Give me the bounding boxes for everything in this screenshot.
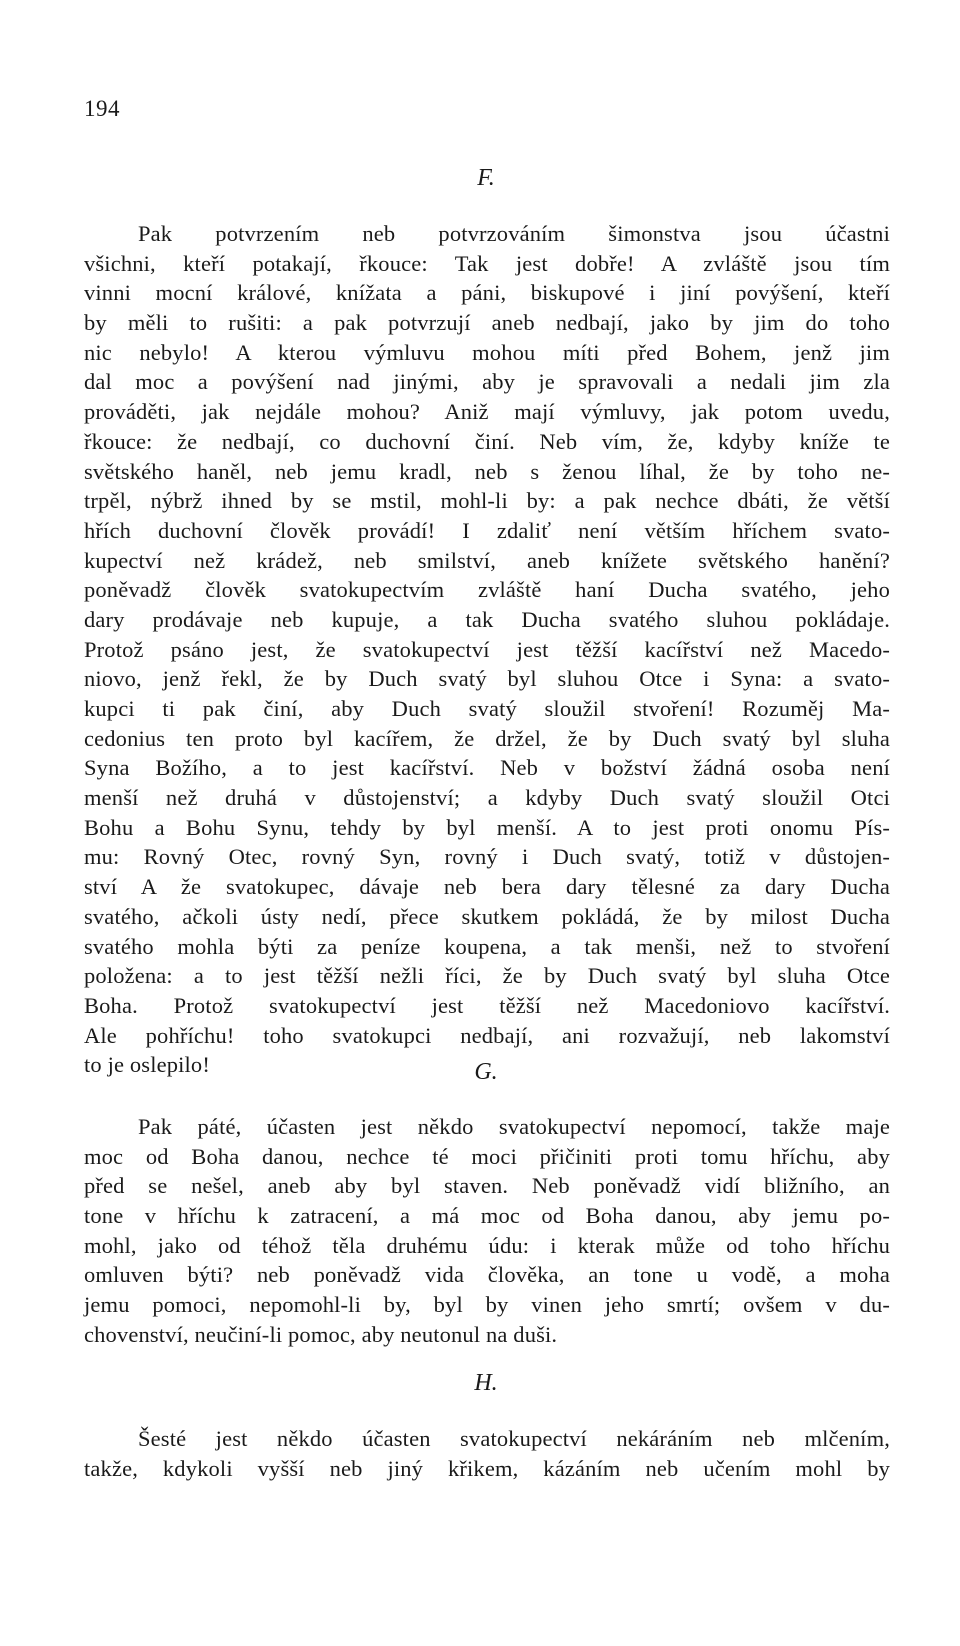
text-line: položena: a to jest těžší nežli říci, že by Duch svatý byl sluha Otce: [84, 963, 890, 989]
text-line: takže, kdykoli vyšší neb jiný křikem, kázáním neb učením mohl by: [84, 1455, 890, 1481]
text-line: poněvadž člověk svatokupectvím zvláště haní Ducha svatého, jeho: [84, 577, 890, 603]
section-heading-h: H.: [474, 1370, 498, 1396]
text-line: trpěl, nýbrž ihned by se mstil, mohl-li by: a pak nechce dbáti, že větší: [84, 488, 890, 514]
text-line: svatého mohla býti za peníze koupena, a tak menši, než to stvoření: [84, 933, 890, 959]
text-line: ství A že svatokupec, dávaje neb bera dary tělesné za dary Ducha: [84, 874, 890, 900]
text-line: jemu pomoci, nepomohl-li by, byl by vinen jeho smrtí; ovšem v du-: [84, 1292, 890, 1318]
text-line: všichni, kteří potakají, řkouce: Tak jest dobře! A zvláště jsou tím: [84, 250, 890, 276]
text-line: chovenství, neučiní-li pomoc, aby neutonul na duši.: [84, 1321, 558, 1347]
text-line: tone v hříchu k zatracení, a má moc od Boha danou, aby jemu po-: [84, 1203, 890, 1229]
text-line: před se nešel, aneb aby byl staven. Neb poněvadž vidí bližního, an: [84, 1173, 890, 1199]
text-line: mohl, jako od téhož těla druhému údu: i kterak může od toho hříchu: [84, 1232, 890, 1258]
text-line: hřích duchovní člověk provádí! I zdaliť není větším hříchem svato-: [84, 517, 890, 543]
text-line: Protož psáno jest, že svatokupectví jest těžší kacířství než Macedo-: [84, 636, 890, 662]
text-line: Pak páté, účasten jest někdo svatokupectví nepomocí, takže maje: [138, 1114, 890, 1139]
page-number: 194: [84, 96, 120, 121]
paragraph-g: [84, 1112, 890, 1350]
text-line: mu: Rovný Otec, rovný Syn, rovný i Duch svatý, totiž v důstojen-: [84, 844, 890, 870]
text-line: prováděti, jak nejdále mohou? Aniž mají výmluvy, jak potom uvedu,: [84, 399, 890, 425]
text-line: by měli to rušiti: a pak potvrzují aneb nedbají, jako by jim do toho: [84, 310, 890, 336]
text-line: moc od Boha danou, nechce té moci přičiniti proti tomu hříchu, aby: [84, 1143, 890, 1169]
text-line: omluven býti? neb poněvadž vida člověka, an tone u vodě, a moha: [84, 1262, 890, 1288]
text-line: Ale pohříchu! toho svatokupci nedbají, ani rozvažují, neb lakomství: [84, 1022, 890, 1048]
text-line: kupectví než krádež, neb smilství, aneb knížete světského hanění?: [84, 547, 890, 573]
text-line: to je oslepilo!: [84, 1052, 210, 1078]
text-line: nic nebylo! A kterou výmluvu mohou míti před Bohem, jenž jim: [84, 339, 890, 365]
text-line: řkouce: že nedbají, co duchovní činí. Neb vím, že, kdyby kníže te: [84, 428, 890, 454]
text-line: světského haněl, neb jemu kradl, neb s ženou líhal, že by toho ne-: [84, 458, 890, 484]
text-line: svatého, ačkoli ústy nedí, přece skutkem pokládá, že by milost Ducha: [84, 903, 890, 929]
paragraph-f: [84, 219, 890, 1080]
text-line: cedonius ten proto byl kacířem, že držel, že by Duch svatý byl sluha: [84, 725, 890, 751]
text-line: dal moc a povýšení nad jinými, aby je spravovali a nedali jim zla: [84, 369, 890, 395]
text-line: kupci ti pak činí, aby Duch svatý sloužil stvoření! Rozuměj Ma-: [84, 696, 890, 721]
section-heading-f: F.: [477, 165, 495, 191]
text-line: menší než druhá v důstojenství; a kdyby Duch svatý sloužil Otci: [84, 785, 890, 811]
text-line: Bohu a Bohu Synu, tehdy by byl menší. A to jest proti onomu Pís-: [84, 814, 890, 840]
text-line: niovo, jenž řekl, že by Duch svatý byl sluhou Otce i Syna: a svato-: [84, 666, 890, 692]
text-line: dary prodávaje neb kupuje, a tak Ducha svatého sluhou pokládaje.: [84, 606, 890, 632]
text-line: Boha. Protož svatokupectví jest těžší než Macedoniovo kacířství.: [84, 992, 890, 1018]
section-heading-g: G.: [474, 1059, 498, 1085]
text-line: Syna Božího, a to jest kacířství. Neb v božství žádná osoba není: [84, 755, 890, 781]
text-line: vinni mocní králové, knížata a páni, biskupové i jiní povýšení, kteří: [84, 280, 890, 306]
text-line: Pak potvrzením neb potvrzováním šimonstva jsou účastni: [138, 221, 890, 246]
paragraph-h: [84, 1424, 890, 1483]
text-line: Šesté jest někdo účasten svatokupectví nekáráním neb mlčením,: [138, 1426, 890, 1451]
